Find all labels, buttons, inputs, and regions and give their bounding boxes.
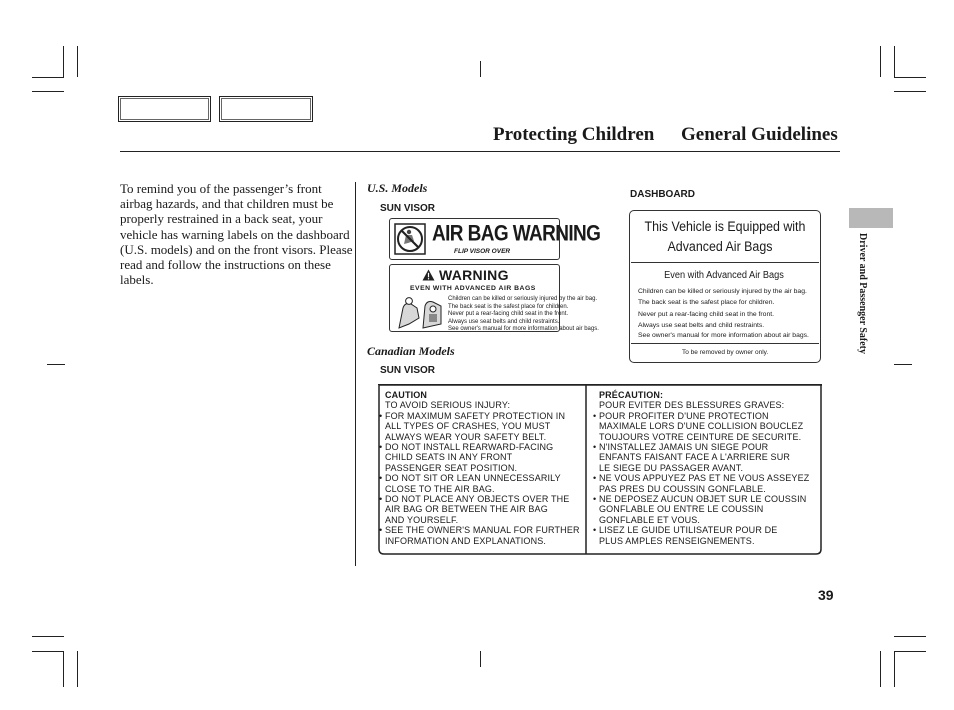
warning-subtitle: EVEN WITH ADVANCED AIR BAGS [410, 285, 536, 292]
dashboard-divider [631, 262, 819, 263]
caution-line: TO AVOID SERIOUS INJURY: [385, 400, 511, 411]
nav-tab-box-2 [219, 96, 313, 122]
section-title: Protecting Children [493, 124, 655, 145]
warning-bullet: Children can be killed or seriously injured by the air bag. [448, 296, 598, 302]
section-side-label: Driver and Passenger Safety [857, 233, 868, 355]
caution-line: CHILD SEATS IN ANY FRONT [385, 452, 513, 463]
dashboard-title-line2: Advanced Air Bags [667, 239, 773, 254]
us-sun-visor-heading: SUN VISOR [380, 203, 436, 214]
section-side-tab [849, 208, 893, 228]
caution-line: • SEE THE OWNER'S MANUAL FOR FURTHER [379, 525, 580, 536]
caution-line: • FOR MAXIMUM SAFETY PROTECTION IN [379, 410, 566, 421]
dashboard-subtitle: Even with Advanced Air Bags [664, 270, 784, 281]
precaution-line: • LISEZ LE GUIDE UTILISATEUR POUR DE [593, 525, 778, 536]
caution-line: ALL TYPES OF CRASHES, YOU MUST [385, 421, 551, 432]
caution-line: • DO NOT PLACE ANY OBJECTS OVER THE [379, 494, 570, 505]
dashboard-title-line1: This Vehicle is Equipped with [644, 219, 806, 234]
precaution-line: LE SIEGE DU PASSAGER AVANT. [599, 462, 744, 473]
canadian-caution-label [378, 384, 822, 555]
airbag-warning-label [389, 218, 601, 260]
precaution-heading: PRÉCAUTION: [599, 390, 664, 400]
subsection-title: General Guidelines [681, 124, 838, 145]
caution-line: AIR BAG OR BETWEEN THE AIR BAG [385, 504, 548, 515]
caution-line: • DO NOT SIT OR LEAN UNNECESSARILY [379, 473, 561, 484]
dashboard-line: See owner's manual for more information about air bags. [638, 332, 809, 339]
dashboard-label [629, 210, 821, 363]
caution-line: ALWAYS WEAR YOUR SAFETY BELT. [385, 431, 547, 442]
dashboard-line: Children can be killed or seriously injured by the air bag. [638, 288, 807, 295]
precaution-line: • POUR PROFITER D'UNE PROTECTION [593, 410, 769, 421]
warning-bullet: The back seat is the safest place for children. [448, 303, 569, 310]
precaution-line: • NE VOUS APPUYEZ PAS ET NE VOUS ASSEYEZ [593, 473, 810, 484]
precaution-line: • N'INSTALLEZ JAMAIS UN SIEGE POUR [593, 442, 769, 453]
caution-line: PASSENGER SEAT POSITION. [385, 462, 518, 473]
precaution-line: • NE DEPOSEZ AUCUN OBJET SUR LE COUSSIN [593, 494, 807, 505]
precaution-line: GONFLABLE ET VOUS. [599, 514, 701, 525]
dashboard-line: Never put a rear-facing child seat in the front. [638, 311, 775, 318]
warning-bullet: See owner's manual for more information about air bags. [448, 326, 599, 332]
caution-line: INFORMATION AND EXPLANATIONS. [385, 535, 547, 546]
airbag-warning-title: AIR BAG WARNING [432, 222, 601, 247]
precaution-line: POUR EVITER DES BLESSURES GRAVES: [599, 400, 785, 411]
precaution-line: TOUJOURS VOTRE CEINTURE DE SECURITE. [599, 431, 802, 442]
caution-heading: CAUTION [385, 390, 428, 400]
caution-french-column [593, 390, 810, 546]
dashboard-line: The back seat is the safest place for children. [638, 299, 775, 306]
caution-line: • DO NOT INSTALL REARWARD-FACING [379, 442, 554, 453]
precaution-line: PLUS AMPLES RENSEIGNEMENTS. [599, 535, 755, 546]
caution-english-column [379, 390, 580, 546]
warning-bullet: Never put a rear-facing child seat in the front. [448, 311, 569, 317]
canadian-sun-visor-heading: SUN VISOR [380, 365, 436, 376]
page-number: 39 [818, 587, 834, 603]
dashboard-heading: DASHBOARD [630, 189, 695, 200]
dashboard-divider [631, 343, 819, 344]
dashboard-line: Always use seat belts and child restraints. [638, 322, 765, 329]
caution-line: AND YOURSELF. [385, 514, 459, 525]
airbag-warning-subtitle: FLIP VISOR OVER [454, 248, 511, 255]
warning-title: WARNING [439, 267, 509, 283]
intro-paragraph: To remind you of the passenger’s front airbag hazards, and that children must be properly restrained in a back seat, your vehicle has warning labels on the dashboard (U.S. models) and on the front visors. Please read and follow the instructions on these labels. [120, 181, 353, 288]
header-rule [120, 151, 840, 152]
no-child-seat-icon [394, 223, 426, 255]
precaution-line: GONFLABLE OU ENTRE LE COUSSIN [599, 504, 764, 515]
warning-bullet: Always use seat belts and child restraints. [448, 318, 560, 325]
precaution-line: MAXIMALE LORS D'UNE COLLISION BOUCLEZ [599, 421, 804, 432]
warning-label [389, 264, 599, 332]
warning-triangle-icon [422, 268, 435, 286]
precaution-line: PAS PRES DU COUSSIN GONFLABLE. [599, 483, 766, 494]
nav-tab-box-1 [118, 96, 211, 122]
dashboard-footer: To be removed by owner only. [682, 349, 769, 356]
warning-child-seat-illustration [395, 294, 445, 330]
canadian-models-caption: Canadian Models [367, 344, 455, 358]
caution-line: CLOSE TO THE AIR BAG. [385, 483, 495, 494]
us-models-caption: U.S. Models [367, 181, 428, 195]
column-divider [355, 182, 356, 566]
precaution-line: ENFANTS FAISANT FACE A L'ARRIERE SUR [599, 452, 791, 463]
